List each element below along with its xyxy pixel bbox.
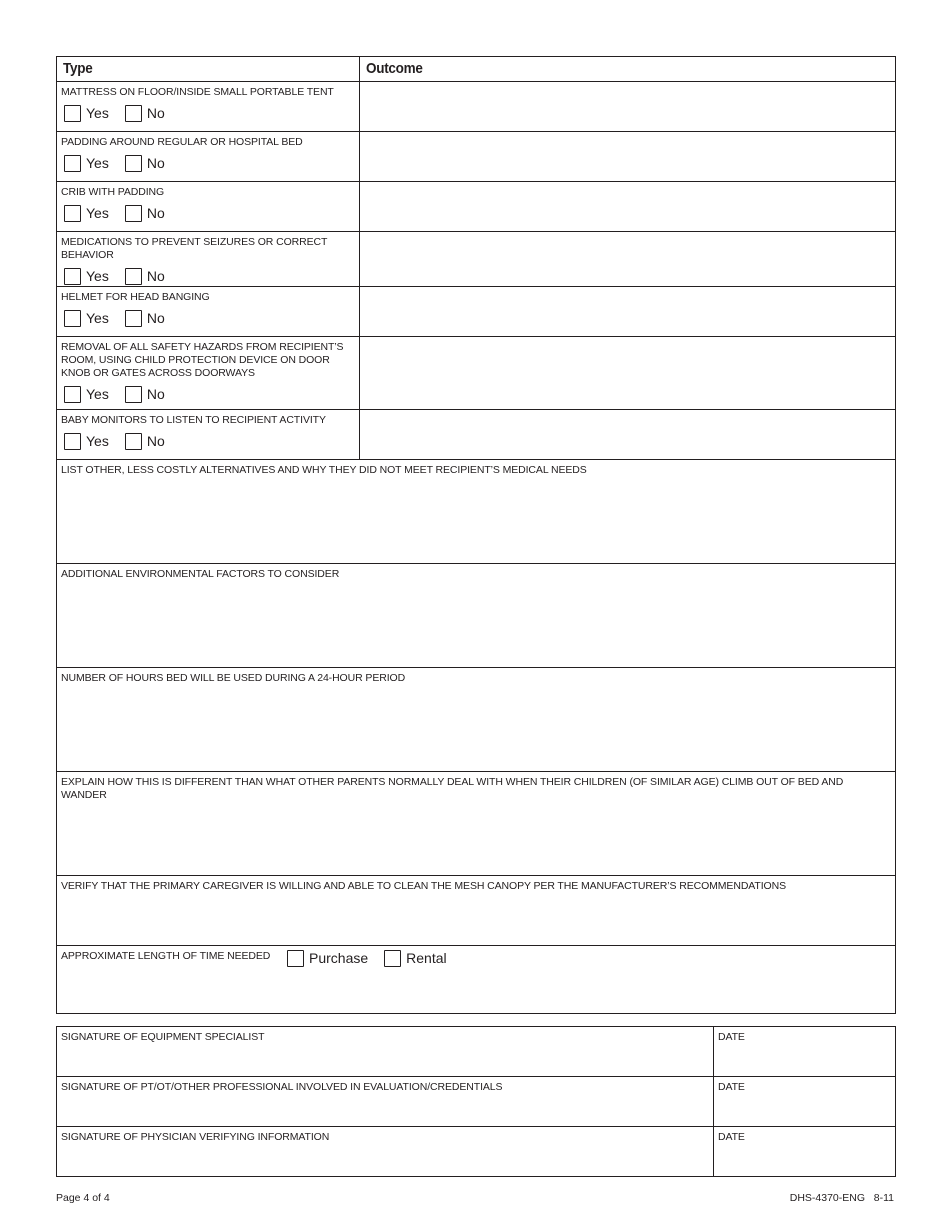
table-row — [57, 410, 896, 460]
physician-signature-label: SIGNATURE OF PHYSICIAN VERIFYING INFORMATION — [61, 1131, 330, 1143]
row-label: HELMET FOR HEAD BANGING — [61, 291, 210, 303]
no-label: No — [146, 309, 165, 326]
no-label: No — [146, 432, 165, 449]
alternatives-table — [56, 56, 896, 1014]
table-row — [57, 232, 896, 287]
outcome-field[interactable] — [360, 232, 896, 287]
date-field[interactable] — [714, 1027, 896, 1077]
row-label: CRIB WITH PADDING — [61, 186, 165, 198]
yes-checkbox[interactable] — [64, 155, 81, 172]
no-label: No — [146, 104, 165, 121]
no-checkbox[interactable] — [125, 268, 142, 285]
outcome-column-header: Outcome — [360, 57, 896, 82]
yes-label: Yes — [86, 267, 109, 284]
type-cell — [57, 132, 360, 182]
environmental-row — [57, 564, 896, 668]
hours-row — [57, 668, 896, 772]
date-field[interactable] — [714, 1127, 896, 1177]
explain-row — [57, 772, 896, 876]
yes-label: Yes — [86, 104, 109, 121]
type-cell — [57, 182, 360, 232]
hours-label: NUMBER OF HOURS BED WILL BE USED DURING A 24-HOUR PERIOD — [61, 672, 406, 684]
table-row — [57, 132, 896, 182]
yes-label: Yes — [86, 204, 109, 221]
type-cell — [57, 287, 360, 337]
purchase-label: Purchase — [309, 950, 369, 966]
row-label: REMOVAL OF ALL SAFETY HAZARDS FROM RECIPIENT’S ROOM, USING CHILD PROTECTION DEVICE ON DOOR KNOB OR GATES ACROSS DOORWAYS — [61, 341, 344, 379]
no-checkbox[interactable] — [125, 433, 142, 450]
no-checkbox[interactable] — [125, 105, 142, 122]
row-label: MATTRESS ON FLOOR/INSIDE SMALL PORTABLE TENT — [61, 86, 334, 98]
outcome-field[interactable] — [360, 82, 896, 132]
explain-label: EXPLAIN HOW THIS IS DIFFERENT THAN WHAT OTHER PARENTS NORMALLY DEAL WITH WHEN THEIR CHILDREN (OF SIMILAR AGE) CLIMB OUT OF BED AND WANDER — [61, 776, 844, 801]
table-row — [57, 182, 896, 232]
type-column-header: Type — [57, 57, 360, 82]
no-label: No — [146, 204, 165, 221]
approx-label: APPROXIMATE LENGTH OF TIME NEEDED — [61, 950, 271, 962]
rental-checkbox[interactable] — [384, 950, 401, 967]
professional-signature-label: SIGNATURE OF PT/OT/OTHER PROFESSIONAL INVOLVED IN EVALUATION/CREDENTIALS — [61, 1081, 503, 1093]
date-field[interactable] — [714, 1077, 896, 1127]
rental-label: Rental — [406, 950, 447, 966]
alternatives-field[interactable] — [57, 460, 896, 564]
environmental-label: ADDITIONAL ENVIRONMENTAL FACTORS TO CONSIDER — [61, 568, 340, 580]
row-label: MEDICATIONS TO PREVENT SEIZURES OR CORRECT BEHAVIOR — [61, 236, 328, 261]
date-label: DATE — [718, 1031, 745, 1043]
explain-field[interactable] — [57, 772, 896, 876]
outcome-field[interactable] — [360, 132, 896, 182]
approx-row — [57, 946, 896, 1014]
equipment-signature-label: SIGNATURE OF EQUIPMENT SPECIALIST — [61, 1031, 265, 1043]
yes-label: Yes — [86, 385, 109, 402]
signature-row — [57, 1127, 896, 1177]
equipment-signature-field[interactable] — [57, 1027, 714, 1077]
physician-signature-field[interactable] — [57, 1127, 714, 1177]
signature-row — [57, 1027, 896, 1077]
yes-checkbox[interactable] — [64, 433, 81, 450]
table-row — [57, 287, 896, 337]
verify-row — [57, 876, 896, 946]
table-header-row — [57, 57, 896, 82]
environmental-field[interactable] — [57, 564, 896, 668]
purchase-checkbox[interactable] — [287, 950, 304, 967]
type-cell — [57, 82, 360, 132]
no-label: No — [146, 267, 165, 284]
page-number: Page 4 of 4 — [56, 1192, 110, 1204]
hours-field[interactable] — [57, 668, 896, 772]
no-checkbox[interactable] — [125, 386, 142, 403]
alternatives-label: LIST OTHER, LESS COSTLY ALTERNATIVES AND WHY THEY DID NOT MEET RECIPIENT’S MEDICAL NEEDS — [61, 464, 587, 476]
date-label: DATE — [718, 1131, 745, 1143]
yes-checkbox[interactable] — [64, 310, 81, 327]
outcome-field[interactable] — [360, 182, 896, 232]
type-cell — [57, 410, 360, 460]
yes-checkbox[interactable] — [64, 105, 81, 122]
yes-label: Yes — [86, 309, 109, 326]
row-label: BABY MONITORS TO LISTEN TO RECIPIENT ACTIVITY — [61, 414, 326, 426]
row-label: PADDING AROUND REGULAR OR HOSPITAL BED — [61, 136, 303, 148]
no-checkbox[interactable] — [125, 155, 142, 172]
no-checkbox[interactable] — [125, 205, 142, 222]
approx-field[interactable] — [57, 946, 896, 1014]
yes-checkbox[interactable] — [64, 205, 81, 222]
yes-label: Yes — [86, 154, 109, 171]
type-cell — [57, 337, 360, 410]
outcome-field[interactable] — [360, 410, 896, 460]
yes-checkbox[interactable] — [64, 386, 81, 403]
no-label: No — [146, 154, 165, 171]
form-number: DHS-4370-ENG 8-11 — [789, 1192, 894, 1204]
outcome-field[interactable] — [360, 287, 896, 337]
table-row — [57, 337, 896, 410]
date-label: DATE — [718, 1081, 745, 1093]
yes-checkbox[interactable] — [64, 268, 81, 285]
no-label: No — [146, 385, 165, 402]
signature-table — [56, 1026, 896, 1177]
no-checkbox[interactable] — [125, 310, 142, 327]
form-sheet — [56, 56, 895, 1177]
professional-signature-field[interactable] — [57, 1077, 714, 1127]
verify-field[interactable] — [57, 876, 896, 946]
alternatives-row — [57, 460, 896, 564]
yes-label: Yes — [86, 432, 109, 449]
type-cell — [57, 232, 360, 287]
table-row — [57, 82, 896, 132]
verify-label: VERIFY THAT THE PRIMARY CAREGIVER IS WILLING AND ABLE TO CLEAN THE MESH CANOPY PER THE MANUFACTURER’S RECOMMENDATIONS — [61, 880, 787, 892]
outcome-field[interactable] — [360, 337, 896, 410]
signature-row — [57, 1077, 896, 1127]
